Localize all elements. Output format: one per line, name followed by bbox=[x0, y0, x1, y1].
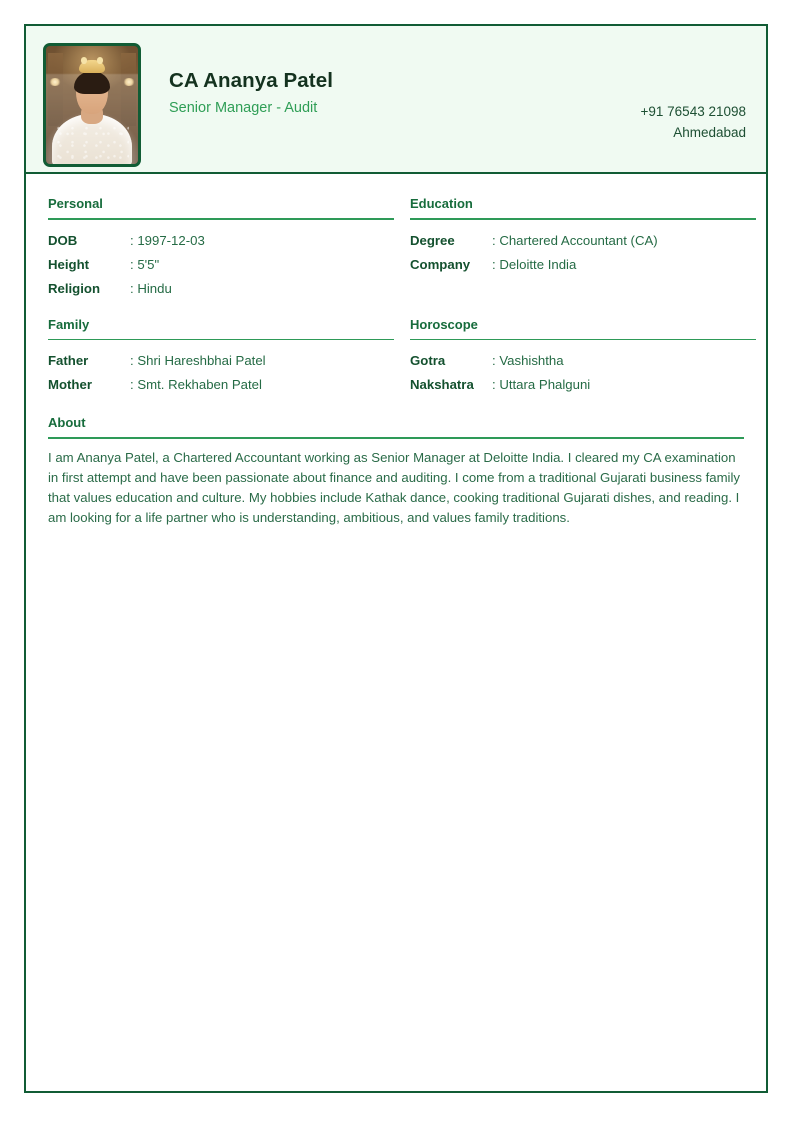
detail-value: : Smt. Rekhaben Patel bbox=[130, 377, 262, 392]
section-title-about: About bbox=[48, 415, 86, 430]
detail-value: : Hindu bbox=[130, 280, 172, 296]
profile-name: CA Ananya Patel bbox=[169, 69, 334, 92]
section-rule-about bbox=[48, 437, 744, 439]
section-rule-personal bbox=[48, 218, 394, 220]
section-rule-education bbox=[410, 218, 756, 220]
section-title-education: Education bbox=[410, 196, 473, 211]
bride-portrait-photo bbox=[46, 46, 138, 164]
detail-value: : Deloitte India bbox=[492, 256, 577, 272]
about-paragraph: I am Ananya Patel, a Chartered Accountant working as Senior Manager at Deloitte India. I cleared my CA examination in first attempt and have been passionate about finance and auditing. I come from a traditional Gujarati business family that values education and culture. My hobbies include Kathak dance, cooking traditional Gujarati dishes, and reading. I am looking for a life partner who is understanding, ambitious, and values family traditions. bbox=[48, 449, 741, 525]
section-title-family: Family bbox=[48, 316, 90, 332]
detail-value: : Uttara Phalguni bbox=[492, 377, 591, 392]
detail-label: Nakshatra bbox=[410, 377, 474, 392]
biodata-body bbox=[26, 174, 766, 528]
section-personal bbox=[48, 196, 394, 413]
section-title-personal: Personal bbox=[48, 196, 103, 211]
profile-photo-frame bbox=[43, 43, 141, 167]
detail-row bbox=[48, 253, 394, 277]
biodata-page bbox=[24, 24, 768, 1093]
rows-family bbox=[48, 349, 394, 397]
details-grid-top bbox=[48, 196, 744, 413]
detail-label: Degree bbox=[410, 232, 455, 248]
detail-label: Father bbox=[48, 353, 89, 368]
profile-role: Senior Manager - Audit bbox=[169, 100, 318, 116]
rows-education bbox=[410, 229, 756, 301]
detail-label: Gotra bbox=[410, 353, 446, 368]
detail-label: Company bbox=[410, 256, 471, 272]
contact-block bbox=[641, 43, 746, 144]
section-rule-horoscope bbox=[410, 339, 756, 341]
detail-label: Religion bbox=[48, 280, 101, 296]
detail-row bbox=[410, 253, 756, 277]
detail-row bbox=[48, 373, 394, 397]
section-education bbox=[410, 196, 756, 413]
photo-crown bbox=[79, 60, 105, 73]
detail-row bbox=[410, 349, 756, 373]
detail-label: Height bbox=[48, 256, 90, 272]
detail-row bbox=[48, 229, 394, 253]
section-rule-family bbox=[48, 339, 394, 341]
detail-value: : 5'5" bbox=[130, 256, 160, 272]
profile-header bbox=[26, 26, 766, 174]
section-title-horoscope: Horoscope bbox=[410, 316, 478, 332]
rows-horoscope bbox=[410, 349, 756, 397]
section-about bbox=[48, 415, 744, 528]
detail-label: DOB bbox=[48, 232, 78, 248]
detail-value: : Vashishtha bbox=[492, 353, 564, 368]
detail-row bbox=[48, 277, 394, 301]
detail-value: : Chartered Accountant (CA) bbox=[492, 232, 658, 248]
contact-phone: +91 76543 21098 bbox=[640, 104, 746, 119]
rows-personal bbox=[48, 229, 394, 301]
detail-label: Mother bbox=[48, 377, 92, 392]
detail-row bbox=[410, 373, 756, 397]
photo-lace-detail bbox=[55, 124, 129, 164]
detail-row bbox=[48, 349, 394, 373]
detail-value: : 1997-12-03 bbox=[130, 232, 205, 248]
detail-row-spacer bbox=[410, 277, 756, 301]
detail-value: : Shri Hareshbhai Patel bbox=[130, 353, 266, 368]
detail-row bbox=[410, 229, 756, 253]
contact-city: Ahmedabad bbox=[673, 124, 746, 140]
identity-block bbox=[141, 43, 641, 116]
